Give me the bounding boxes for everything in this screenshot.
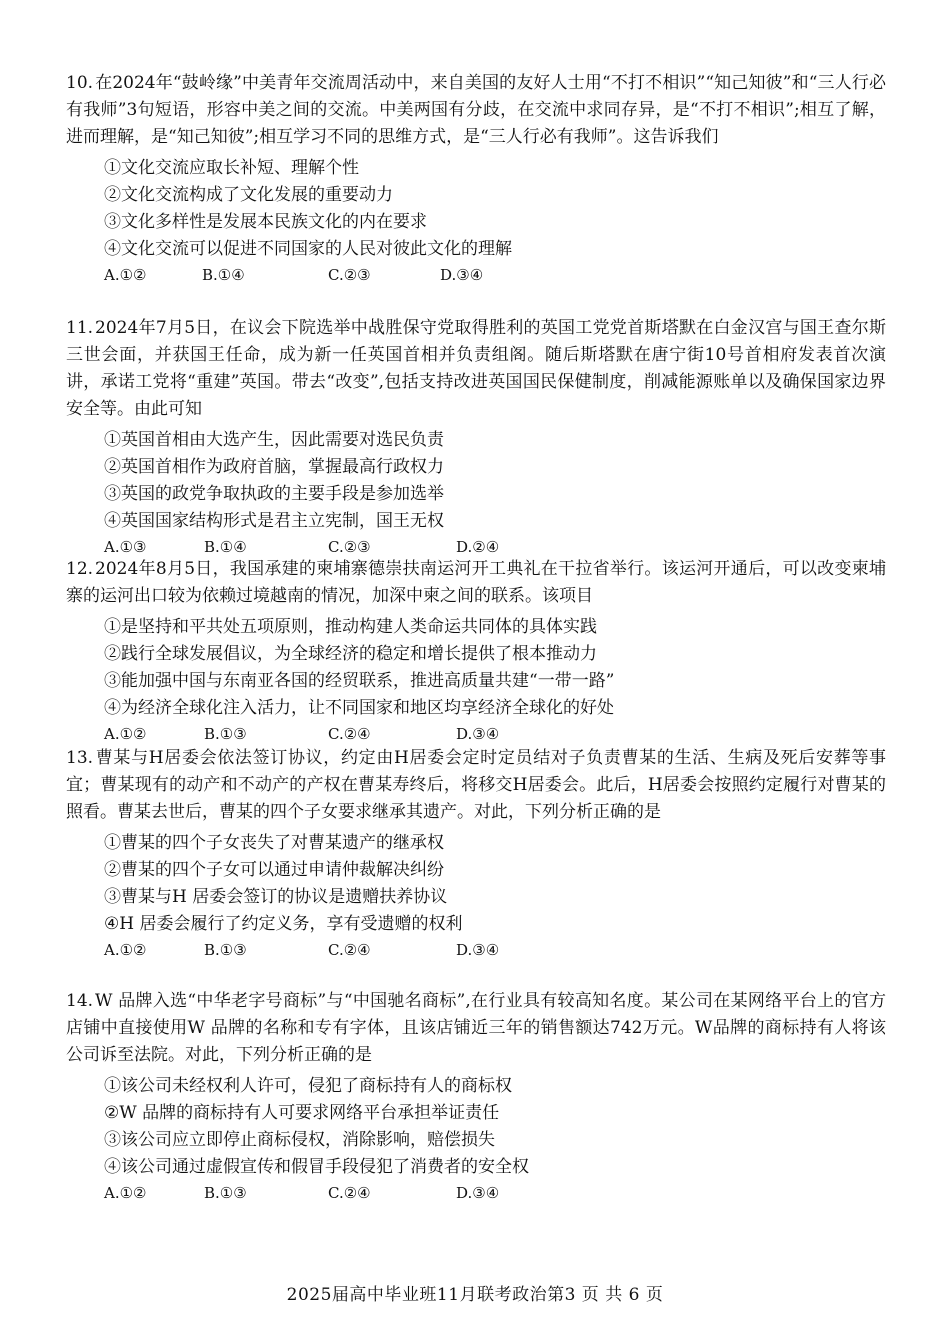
- choice-b: B.①③: [204, 941, 247, 959]
- question-10: [66, 70, 886, 287]
- option-4: ④英国国家结构形式是君主立宪制，国王无权: [104, 511, 444, 531]
- option-4: ④文化交流可以促进不同国家的人民对彼此文化的理解: [104, 239, 512, 259]
- question-text: 2024年8月5日，我国承建的柬埔寨德崇扶南运河开工典礼在干拉省举行。该运河开通后，可以改变柬埔寨的运河出口较为依赖过境越南的情况，加深中柬之间的联系。该项目: [66, 559, 886, 606]
- choice-a: A.①②: [104, 725, 147, 743]
- option-3: ③文化多样性是发展本民族文化的内在要求: [104, 212, 427, 232]
- choice-b: B.①④: [202, 266, 245, 284]
- choice-c: C.②④: [328, 725, 371, 743]
- answer-choices: [66, 938, 886, 962]
- choice-b: B.①③: [204, 725, 247, 743]
- choice-d: D.②④: [456, 538, 500, 556]
- choice-a: A.①②: [104, 1184, 147, 1202]
- option-4: ④为经济全球化注入活力，让不同国家和地区均享经济全球化的好处: [104, 698, 614, 718]
- choice-a: A.①②: [104, 941, 147, 959]
- question-text: W 品牌入选“中华老字号商标”与“中国驰名商标”,在行业具有较高知名度。某公司在某网络平台上的官方店铺中直接使用W 品牌的名称和专有字体，且该店铺近三年的销售额达742万元。W品牌的商标持有人将该公司诉至法院。对此，下列分析正确的是: [66, 991, 886, 1065]
- choice-c: C.②③: [328, 538, 371, 556]
- question-stem: [66, 70, 886, 151]
- question-text: 2024年7月5日，在议会下院选举中战胜保守党取得胜利的英国工党党首斯塔默在白金汉宫与国王查尔斯三世会面，并获国王任命，成为新一任英国首相并负责组阁。随后斯塔默在唐宁街10号首相府发表首次演讲，承诺工党将“重建”英国。带去“改变”,包括支持改进英国国民保健制度，削减能源账单以及确保国家边界安全等。由此可知: [66, 318, 886, 419]
- option-2: ②英国首相作为政府首脑，掌握最高行政权力: [104, 457, 444, 477]
- option-3: ③该公司应立即停止商标侵权，消除影响，赔偿损失: [104, 1130, 495, 1150]
- choice-c: C.②④: [328, 941, 371, 959]
- question-11: [66, 315, 886, 559]
- option-1: ①该公司未经权利人许可，侵犯了商标持有人的商标权: [104, 1076, 512, 1096]
- option-4: ④该公司通过虚假宣传和假冒手段侵犯了消费者的安全权: [104, 1157, 529, 1177]
- option-2: ②践行全球发展倡议，为全球经济的稳定和增长提供了根本推动力: [104, 644, 597, 664]
- question-stem: [66, 988, 886, 1069]
- choice-b: B.①③: [204, 1184, 247, 1202]
- option-1: ①曹某的四个子女丧失了对曹某遗产的继承权: [104, 833, 444, 853]
- answer-choices: [66, 263, 886, 287]
- question-stem: [66, 745, 886, 826]
- question-stem: [66, 315, 886, 423]
- option-2: ②曹某的四个子女可以通过申请仲裁解决纠纷: [104, 860, 444, 880]
- question-number: 14.: [66, 991, 94, 1011]
- option-2: ②W 品牌的商标持有人可要求网络平台承担举证责任: [104, 1103, 500, 1123]
- choice-d: D.③④: [440, 266, 484, 284]
- choice-d: D.③④: [456, 1184, 500, 1202]
- question-12: [66, 556, 886, 746]
- option-1: ①文化交流应取长补短、理解个性: [104, 158, 359, 178]
- option-1: ①英国首相由大选产生，因此需要对选民负责: [104, 430, 444, 450]
- page-footer: 2025届高中毕业班11月联考政治第3 页 共 6 页: [286, 1285, 664, 1305]
- choice-c: C.②④: [328, 1184, 371, 1202]
- answer-choices: [66, 1181, 886, 1205]
- choice-a: A.①③: [104, 538, 147, 556]
- option-4: ④H 居委会履行了约定义务，享有受遗赠的权利: [104, 914, 463, 934]
- question-text: 曹某与H居委会依法签订协议，约定由H居委会定时定员结对子负责曹某的生活、生病及死后安葬等事宜；曹某现有的动产和不动产的产权在曹某寿终后，将移交H居委会。此后，H居委会按照约定履行对曹某的照看。曹某去世后，曹某的四个子女要求继承其遗产。对此，下列分析正确的是: [66, 748, 886, 822]
- question-text: 在2024年“鼓岭缘”中美青年交流周活动中，来自美国的友好人士用“不打不相识”“知己知彼”和“三人行必有我师”3句短语，形容中美之间的交流。中美两国有分歧，在交流中求同存异，是“不打不相识”;相互了解，进而理解，是“知己知彼”;相互学习不同的思维方式，是“三人行必有我师”。这告诉我们: [66, 73, 886, 147]
- question-14: [66, 988, 886, 1205]
- question-number: 12.: [66, 559, 94, 579]
- option-3: ③能加强中国与东南亚各国的经贸联系，推进高质量共建“一带一路”: [104, 671, 615, 691]
- choice-c: C.②③: [328, 266, 371, 284]
- choice-d: D.③④: [456, 941, 500, 959]
- answer-choices: [66, 722, 886, 746]
- option-2: ②文化交流构成了文化发展的重要动力: [104, 185, 393, 205]
- option-3: ③英国的政党争取执政的主要手段是参加选举: [104, 484, 444, 504]
- choice-b: B.①④: [204, 538, 247, 556]
- option-1: ①是坚持和平共处五项原则，推动构建人类命运共同体的具体实践: [104, 617, 597, 637]
- question-13: [66, 745, 886, 962]
- question-number: 10.: [66, 73, 94, 93]
- question-number: 13.: [66, 748, 94, 768]
- choice-d: D.③④: [456, 725, 500, 743]
- choice-a: A.①②: [104, 266, 147, 284]
- question-number: 11.: [66, 318, 94, 338]
- question-stem: [66, 556, 886, 610]
- option-3: ③曹某与H 居委会签订的协议是遗赠扶养协议: [104, 887, 448, 907]
